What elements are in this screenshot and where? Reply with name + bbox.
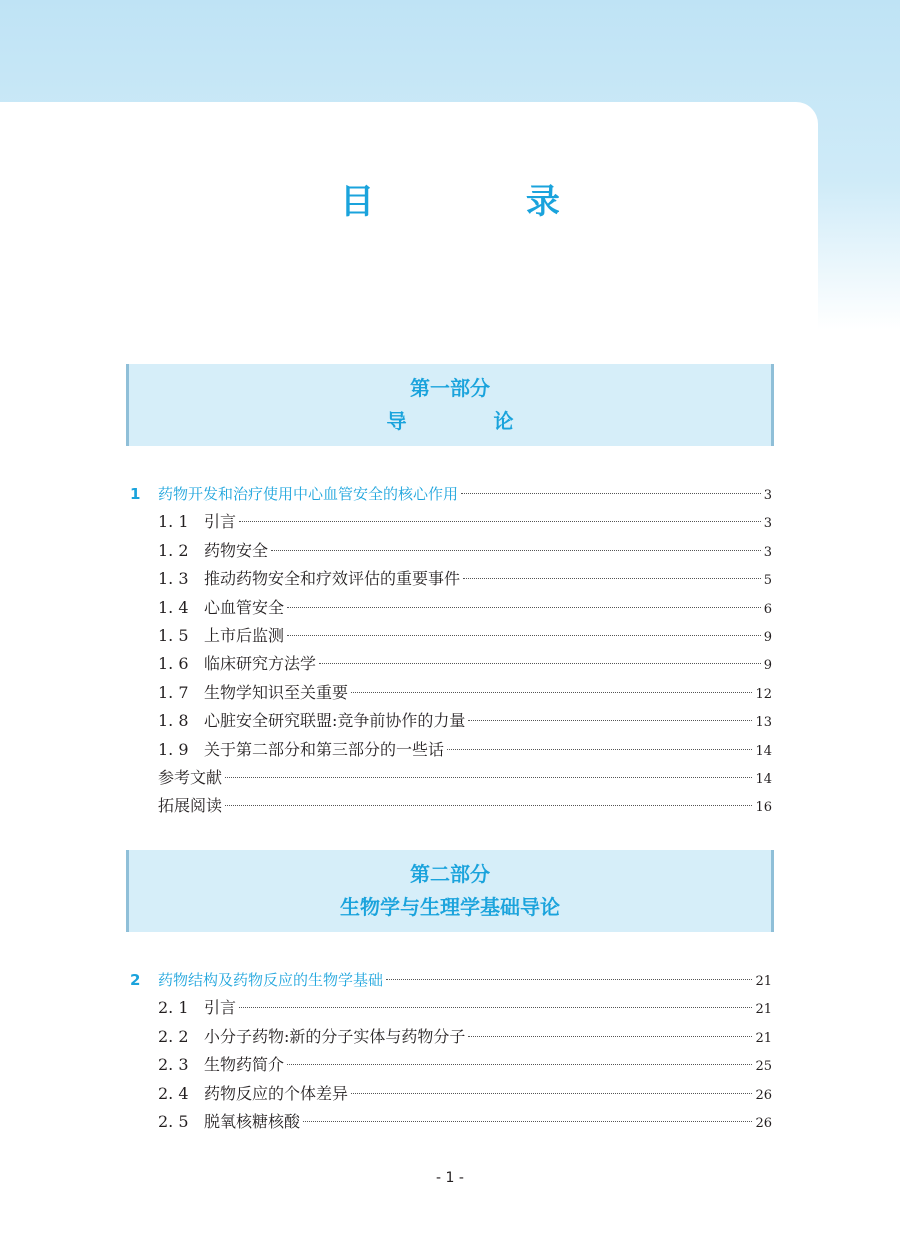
toc-leader-dots [447,749,752,750]
toc-entry-page: 14 [755,743,772,759]
toc-entry-title: 拓展阅读 [158,796,223,816]
toc-entry-number: 2. 5 [158,1111,189,1131]
part-two-name: 生物学与生理学基础导论 [340,895,560,919]
toc-leader-dots [287,635,761,636]
toc-entry-chapter[interactable] [130,480,772,508]
toc-entry-number: 1. 4 [158,597,189,617]
toc-entry-sub[interactable] [130,537,772,565]
toc-entry-title: 上市后监测 [204,625,285,645]
toc-entry-title: 参考文献 [158,767,223,787]
toc-entry-page: 14 [755,771,772,787]
toc-entry-sub[interactable] [130,679,772,707]
part-one-label: 第一部分 [410,376,490,400]
toc-entry-sub[interactable] [130,565,772,593]
toc-entry-number: 1. 9 [158,739,189,759]
toc-entry-page: 9 [763,658,772,674]
toc-entry-title: 推动药物安全和疗效评估的重要事件 [204,569,461,589]
part-two-label: 第二部分 [410,862,490,886]
toc-part-one [130,480,772,821]
part-one-banner [126,364,774,446]
toc-leader-dots [287,607,761,608]
toc-entry-number: 1. 1 [158,512,189,532]
toc-entry-sub[interactable] [130,1108,772,1136]
toc-entry-page: 6 [763,601,772,617]
toc-entry-number: 1. 6 [158,654,189,674]
toc-entry-plain[interactable] [130,764,772,792]
toc-entry-title: 生物药简介 [204,1055,285,1075]
toc-entry-sub[interactable] [130,1051,772,1079]
toc-leader-dots [225,777,752,778]
toc-leader-dots [468,720,752,721]
toc-leader-dots [239,521,761,522]
part-one-name: 导 论 [386,409,554,433]
part-two-banner [126,850,774,932]
toc-entry-number: 1. 7 [158,682,189,702]
toc-entry-page: 3 [763,516,772,532]
page-number: - 1 - [436,1170,464,1186]
toc-leader-dots [303,1121,752,1122]
toc-entry-title: 心血管安全 [204,597,285,617]
toc-leader-dots [468,1036,752,1037]
toc-entry-sub[interactable] [130,622,772,650]
toc-entry-sub[interactable] [130,994,772,1022]
toc-entry-sub[interactable] [130,736,772,764]
toc-entry-page: 16 [755,800,772,816]
toc-entry-title: 药物开发和治疗使用中心血管安全的核心作用 [158,485,459,503]
toc-leader-dots [386,979,752,980]
toc-entry-title: 小分子药物:新的分子实体与药物分子 [204,1026,466,1046]
toc-entry-page: 12 [755,686,772,702]
toc-entry-page: 13 [755,715,772,731]
toc-entry-page: 26 [755,1087,772,1103]
toc-entry-title: 引言 [204,512,237,532]
toc-entry-page: 3 [763,544,772,560]
toc-entry-sub[interactable] [130,594,772,622]
toc-entry-number: 1. 2 [158,540,189,560]
toc-entry-sub[interactable] [130,707,772,735]
toc-leader-dots [463,578,761,579]
toc-entry-title: 药物安全 [204,540,269,560]
toc-entry-title: 药物结构及药物反应的生物学基础 [158,971,384,989]
toc-entry-title: 引言 [204,998,237,1018]
toc-leader-dots [239,1007,752,1008]
page-title: 目 录 [340,182,630,222]
toc-entry-page: 26 [755,1115,772,1131]
toc-entry-number: 2. 4 [158,1083,189,1103]
toc-entry-title: 心脏安全研究联盟:竞争前协作的力量 [204,711,466,731]
toc-entry-page: 9 [763,629,772,645]
toc-entry-title: 临床研究方法学 [204,654,317,674]
toc-entry-sub[interactable] [130,1080,772,1108]
toc-entry-page: 21 [755,974,772,989]
toc-entry-title: 生物学知识至关重要 [204,682,349,702]
toc-entry-plain[interactable] [130,792,772,820]
toc-entry-page: 25 [755,1059,772,1075]
toc-entry-page: 21 [755,1030,772,1046]
toc-leader-dots [225,805,752,806]
toc-leader-dots [287,1064,752,1065]
toc-entry-page: 21 [755,1002,772,1018]
toc-entry-page: 3 [763,488,772,503]
toc-leader-dots [351,1093,752,1094]
toc-entry-sub[interactable] [130,508,772,536]
toc-entry-number: 1. 3 [158,569,189,589]
toc-entry-number: 2. 3 [158,1055,189,1075]
toc-leader-dots [319,663,761,664]
toc-part-two [130,966,772,1136]
toc-entry-number: 1 [130,485,141,503]
toc-entry-title: 关于第二部分和第三部分的一些话 [204,739,445,759]
toc-leader-dots [351,692,752,693]
toc-entry-number: 1. 8 [158,711,189,731]
toc-entry-number: 2 [130,971,141,989]
toc-entry-page: 5 [763,573,772,589]
toc-entry-chapter[interactable] [130,966,772,994]
toc-entry-number: 1. 5 [158,625,189,645]
toc-leader-dots [461,493,761,494]
toc-leader-dots [271,550,761,551]
toc-entry-number: 2. 1 [158,998,189,1018]
toc-entry-sub[interactable] [130,1023,772,1051]
toc-entry-sub[interactable] [130,650,772,678]
toc-entry-title: 药物反应的个体差异 [204,1083,349,1103]
toc-entry-title: 脱氧核糖核酸 [204,1111,301,1131]
toc-entry-number: 2. 2 [158,1026,189,1046]
